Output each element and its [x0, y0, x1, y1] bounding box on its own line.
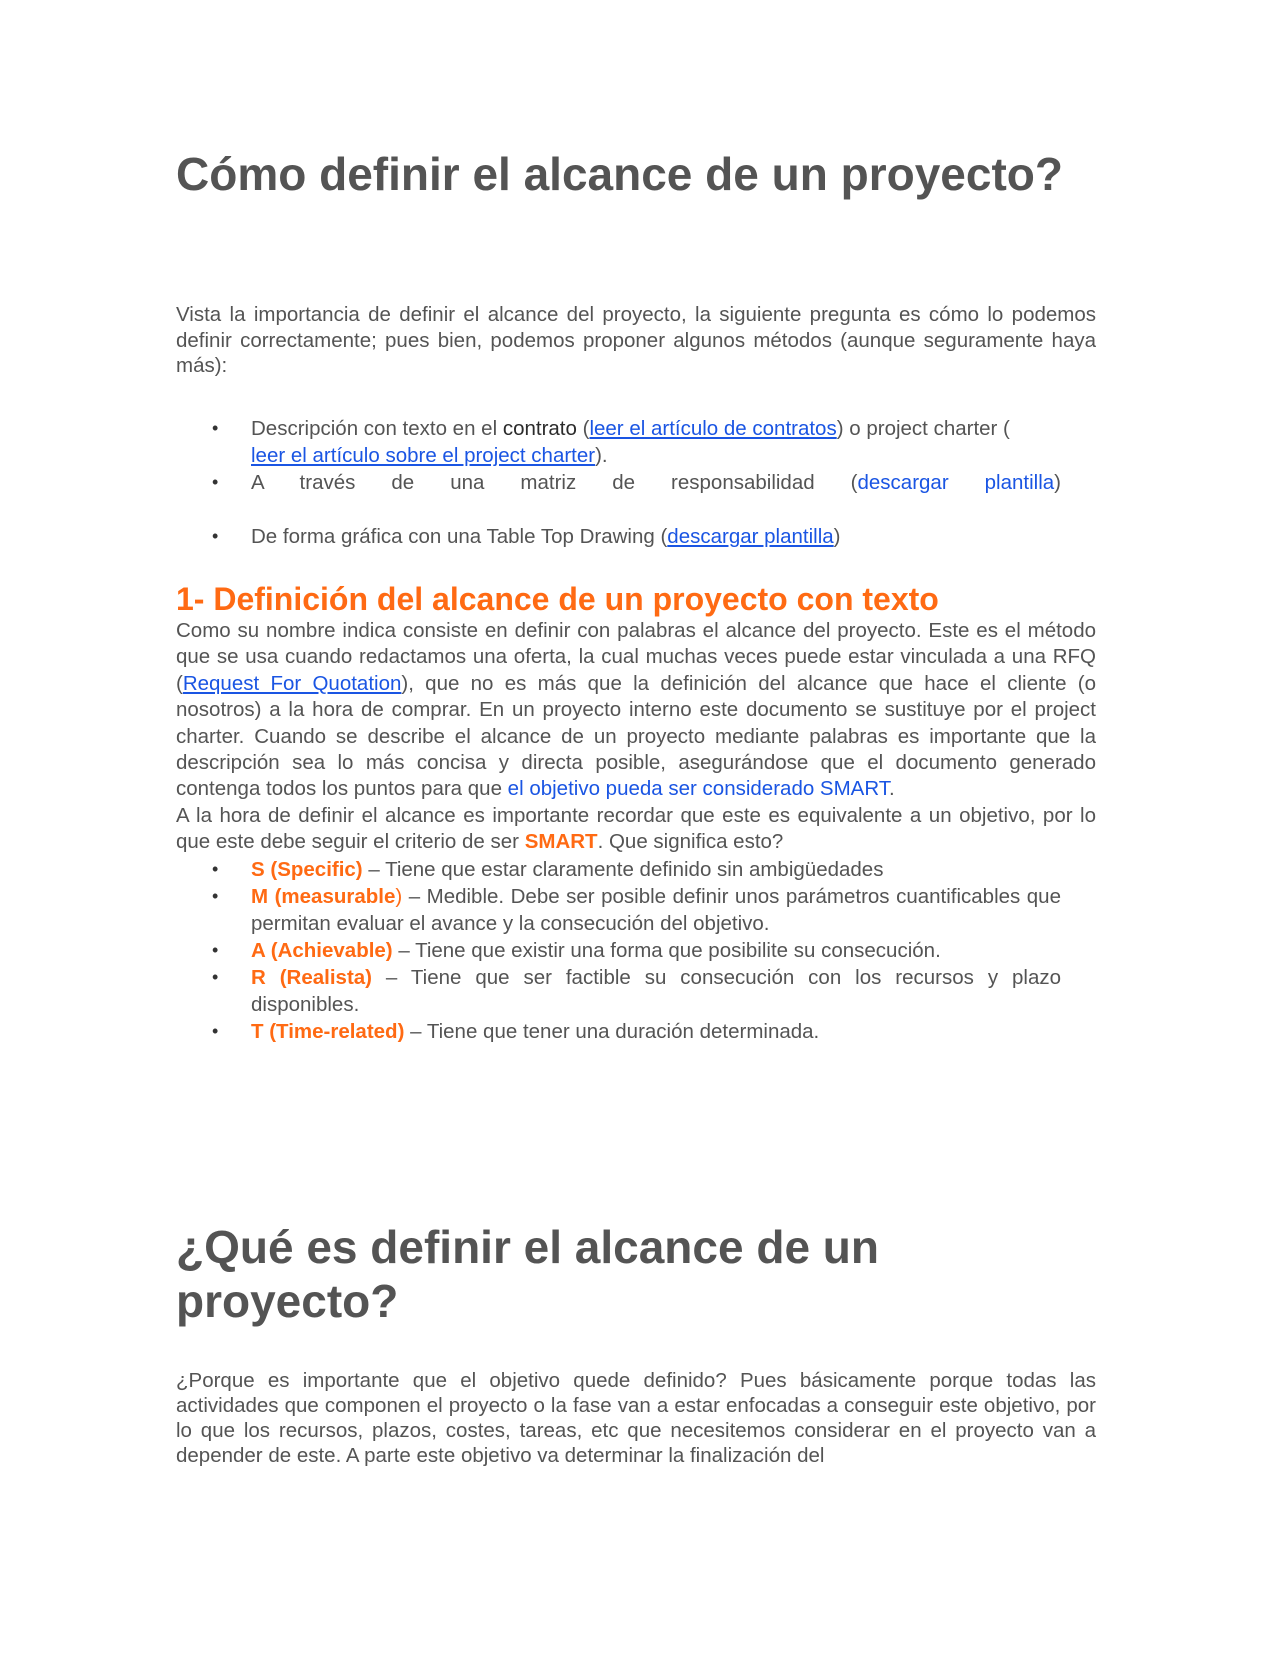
paragraph — [176, 803, 1096, 856]
item-text: De forma gráfica con una Table Top Drawing ( — [251, 525, 668, 548]
smart-objective-link[interactable]: el objetivo pueda ser considerado SMART — [507, 777, 890, 801]
paragraph-text: Como su nombre indica consiste en definir con palabras el alcance del proyecto. Este es el método que se usa cuando redactamos una oferta, la cual muchas veces puede estar vinculada a una RFQ ( — [176, 619, 1096, 695]
list-item — [176, 964, 1061, 1018]
project-charter-article-link[interactable]: leer el artículo sobre el project charter — [251, 444, 596, 467]
smart-key: T (Time-related) — [251, 1019, 405, 1043]
list-item — [176, 415, 1061, 469]
section-heading: 1- Definición del alcance de un proyecto con texto — [176, 581, 939, 617]
item-text: ) o project charter ( — [836, 417, 1010, 440]
list-item — [176, 523, 1061, 550]
list-item — [176, 856, 1061, 883]
list-item — [176, 937, 1061, 964]
list-item — [176, 883, 1061, 937]
smart-key: ) — [395, 884, 403, 908]
smart-key: M (measurable — [251, 884, 396, 908]
item-text: ). — [595, 444, 608, 467]
download-template-link[interactable]: descargar plantilla — [857, 471, 1055, 494]
smart-desc: – Tiene que ser factible su consecución con los recursos y plazo disponibles. — [251, 965, 1061, 1016]
smart-desc: – Tiene que tener una duración determinada. — [404, 1019, 820, 1043]
item-text: Descripción con texto en el — [251, 417, 503, 440]
item-text: ) — [833, 525, 841, 548]
page-title: Cómo definir el alcance de un proyecto? — [176, 148, 1063, 200]
paragraph-text: ), que no es más que la definición del alcance que hace el cliente (o nosotros) a la hora de comprar. En un proyecto interno este documento se sustituye por el project charter. Cuando se describe el alcance de un proyecto mediante palabras es importante que la descripción sea lo más concisa y directa posible, asegurándose que el documento generado contenga todos los puntos para que — [176, 671, 1096, 801]
contracts-article-link[interactable]: leer el artículo de contratos — [589, 417, 837, 440]
smart-desc: – Tiene que estar claramente definido sin ambigüedades — [362, 857, 884, 881]
smart-key: R (Realista) — [251, 965, 373, 989]
rfq-link[interactable]: Request For Quotation — [182, 671, 402, 695]
paragraph-text: . Que significa esto? — [597, 830, 784, 854]
list-item — [176, 1018, 1061, 1045]
download-template-link[interactable]: descargar plantilla — [667, 525, 834, 548]
paragraph — [176, 618, 1096, 803]
paragraph: ¿Porque es importante que el objetivo quede definido? Pues básicamente porque todas las actividades que componen el proyecto o la fase van a estar enfocadas a conseguir este objetivo, por lo que los recursos, plazos, costes, tareas, etc que necesitemos considerar en el proyecto van a depender de este. A parte este objetivo va determinar la finalización del — [176, 1369, 1096, 1467]
paragraph-text: . — [889, 777, 895, 801]
smart-desc: – Tiene que existir una forma que posibilite su consecución. — [392, 938, 941, 962]
section-body — [176, 1368, 1096, 1468]
smart-desc: – Medible. Debe ser posible definir unos parámetros cuantificables que permitan evaluar el avance y la consecución del objetivo. — [251, 884, 1061, 935]
section-title: ¿Qué es definir el alcance de un proyecto? — [176, 1221, 880, 1327]
item-text: A través de una matriz de responsabilidad ( — [251, 471, 858, 494]
smart-keyword: SMART — [524, 830, 598, 854]
item-text: ) — [1054, 471, 1061, 494]
smart-key: S (Specific) — [251, 857, 363, 881]
smart-list — [176, 856, 1061, 1045]
smart-key: A (Achievable) — [251, 938, 393, 962]
paragraph-text: A la hora de definir el alcance es importante recordar que este es equivalente a un objetivo, por lo que este debe seguir el criterio de ser — [176, 803, 1096, 854]
list-item — [176, 469, 1061, 496]
section-body — [176, 618, 1096, 1045]
methods-list — [176, 415, 1061, 550]
item-text: ( — [576, 417, 590, 440]
item-text: contrato — [502, 417, 577, 440]
intro-paragraph: Vista la importancia de definir el alcance del proyecto, la siguiente pregunta es cómo lo podemos definir correctamente; pues bien, podemos proponer algunos métodos (aunque seguramente haya más): — [176, 303, 1096, 377]
